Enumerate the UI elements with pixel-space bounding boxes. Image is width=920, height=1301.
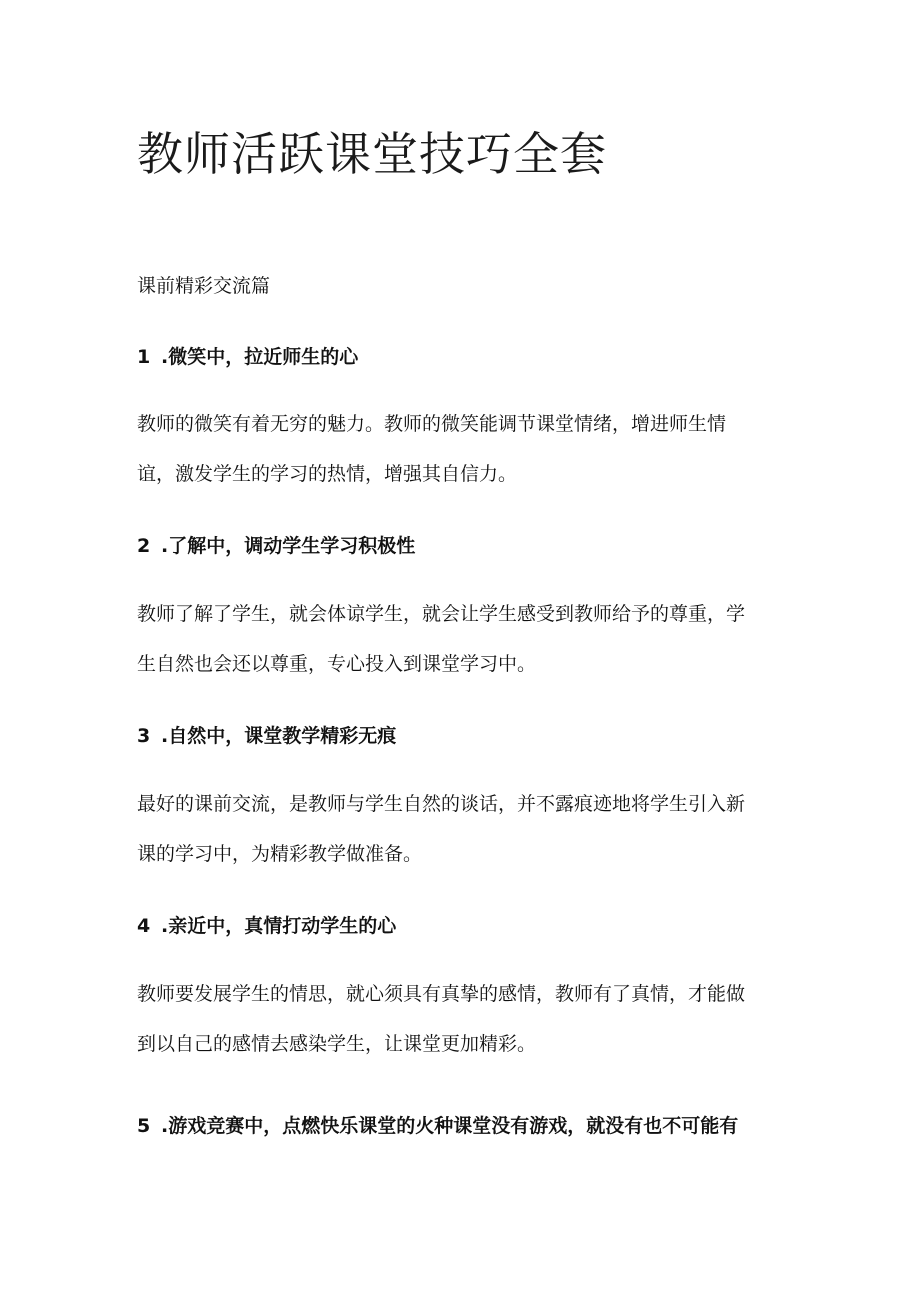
section-title: 课前精彩交流篇 bbox=[137, 275, 271, 297]
item-number: 4 bbox=[137, 915, 151, 937]
item-number: 1 bbox=[137, 346, 151, 368]
paragraph-line: 到以自己的感情去感染学生，让课堂更加精彩。 bbox=[137, 1033, 537, 1055]
item-heading-text: .微笑中，拉近师生的心 bbox=[161, 346, 359, 368]
item-paragraph-1 bbox=[137, 399, 787, 499]
item-heading-4 bbox=[137, 911, 396, 938]
item-heading-3 bbox=[137, 721, 396, 748]
paragraph-line: 教师了解了学生，就会体谅学生，就会让学生感受到教师给予的尊重，学 bbox=[137, 603, 746, 625]
document-title: 教师活跃课堂技巧全套 bbox=[137, 127, 607, 181]
item-paragraph-4 bbox=[137, 969, 787, 1069]
item-number: 3 bbox=[137, 725, 151, 747]
item-paragraph-3 bbox=[137, 779, 787, 879]
paragraph-line: 生自然也会还以尊重，专心投入到课堂学习中。 bbox=[137, 653, 537, 675]
paragraph-line: 教师要发展学生的情思，就心须具有真挚的感情，教师有了真情，才能做 bbox=[137, 983, 746, 1005]
item-heading-text: .了解中，调动学生学习积极性 bbox=[161, 535, 416, 557]
item-heading-2 bbox=[137, 531, 415, 558]
item-heading-5 bbox=[137, 1111, 738, 1138]
paragraph-line: 课的学习中，为精彩教学做准备。 bbox=[137, 843, 423, 865]
paragraph-line: 教师的微笑有着无穷的魅力。教师的微笑能调节课堂情绪，增进师生情 bbox=[137, 413, 727, 435]
paragraph-line: 最好的课前交流，是教师与学生自然的谈话，并不露痕迹地将学生引入新 bbox=[137, 793, 746, 815]
item-heading-text: .亲近中，真情打动学生的心 bbox=[161, 915, 397, 937]
item-number: 2 bbox=[137, 535, 151, 557]
item-heading-1 bbox=[137, 342, 358, 369]
item-heading-text: .游戏竞赛中，点燃快乐课堂的火种课堂没有游戏，就没有也不可能有 bbox=[161, 1115, 739, 1137]
item-paragraph-2 bbox=[137, 589, 787, 689]
item-heading-text: .自然中，课堂教学精彩无痕 bbox=[161, 725, 397, 747]
paragraph-line: 谊，激发学生的学习的热情，增强其自信力。 bbox=[137, 463, 518, 485]
item-number: 5 bbox=[137, 1115, 151, 1137]
